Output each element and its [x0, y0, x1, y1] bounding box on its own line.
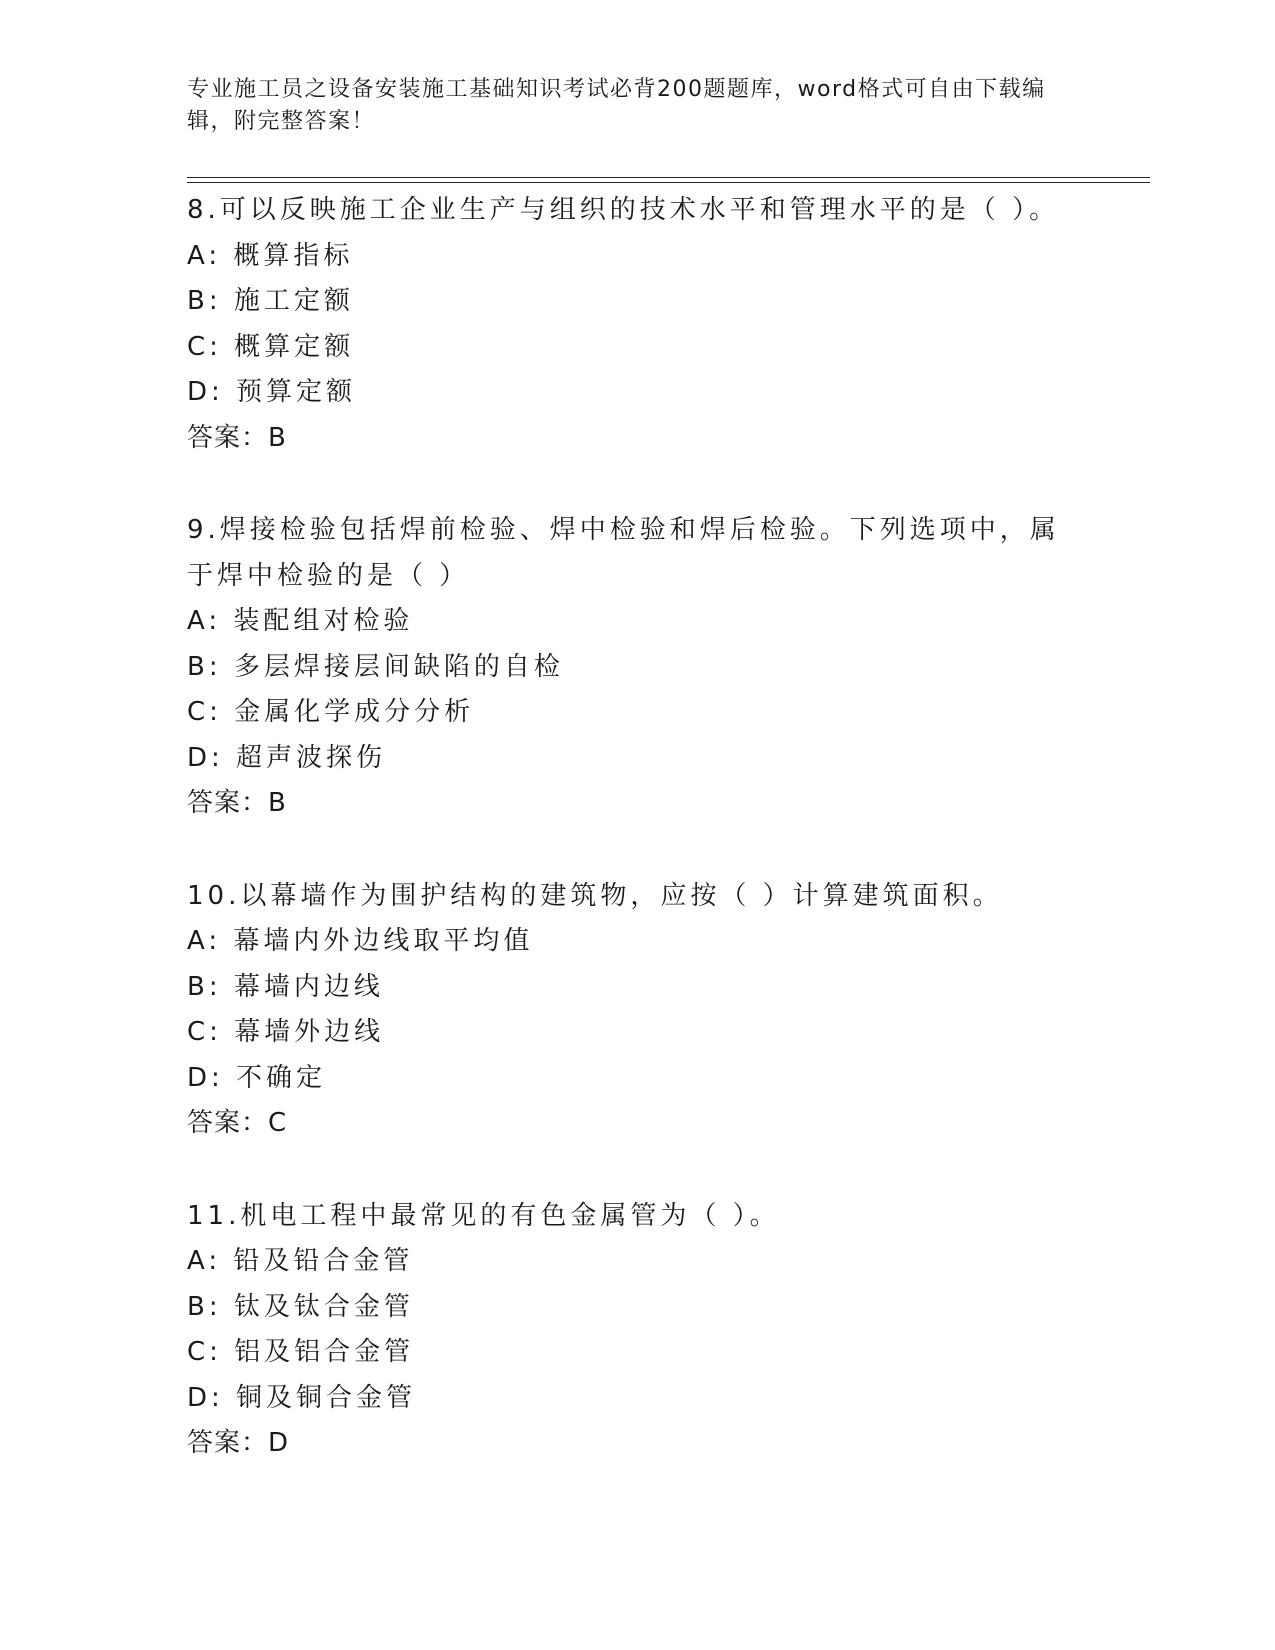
option-d: D: 不确定	[187, 1062, 327, 1093]
option-a: A: 幕墙内外边线取平均值	[187, 926, 534, 956]
question-8	[187, 188, 1067, 461]
question-list	[187, 188, 1067, 1514]
option-c: C: 金属化学成分分析	[187, 697, 475, 727]
option-b: B: 施工定额	[187, 286, 354, 316]
option-a: A: 概算指标	[187, 240, 354, 271]
header-divider-top	[187, 177, 1150, 178]
answer: 答案：B	[187, 788, 287, 818]
option-a: A: 装配组对检验	[187, 606, 414, 636]
header-divider-bottom	[187, 182, 1150, 183]
question-10	[187, 874, 1067, 1147]
option-b: B: 幕墙内边线	[187, 971, 384, 1002]
option-d: D: 超声波探伤	[187, 742, 387, 773]
answer: 答案：C	[187, 1108, 288, 1138]
question-text: 9.焊接检验包括焊前检验、焊中检验和焊后检验。下列选项中，属于焊中检验的是（ ）	[187, 515, 1060, 591]
question-11	[187, 1194, 1067, 1467]
option-a: A: 铅及铅合金管	[187, 1246, 414, 1276]
answer: 答案：D	[187, 1428, 290, 1458]
answer: 答案：B	[187, 422, 287, 453]
document-header: 专业施工员之设备安装施工基础知识考试必背200题题库，word格式可自由下载编辑，附完整答案！	[187, 77, 1046, 134]
question-text: 10.以幕墙作为围护结构的建筑物，应按（ ）计算建筑面积。	[187, 880, 1003, 911]
option-c: C: 铝及铝合金管	[187, 1337, 415, 1367]
question-text: 11.机电工程中最常见的有色金属管为（ ）。	[187, 1200, 780, 1231]
option-c: C: 幕墙外边线	[187, 1017, 385, 1047]
option-c: C: 概算定额	[187, 331, 355, 362]
option-b: B: 多层焊接层间缺陷的自检	[187, 651, 564, 682]
option-b: B: 钛及钛合金管	[187, 1291, 414, 1322]
question-text: 8.可以反映施工企业生产与组织的技术水平和管理水平的是（ ）。	[187, 195, 1060, 225]
option-d: D: 铜及铜合金管	[187, 1382, 417, 1413]
question-9	[187, 508, 1067, 827]
option-d: D: 预算定额	[187, 377, 357, 407]
